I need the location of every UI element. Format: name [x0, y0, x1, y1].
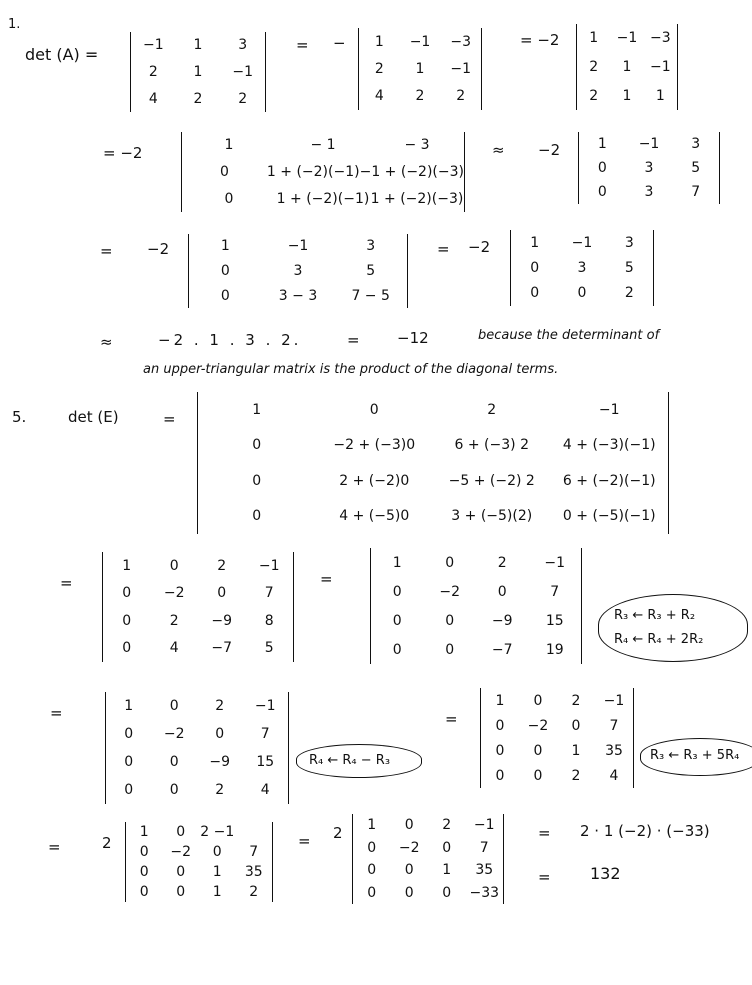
matrix-cell: 1	[597, 136, 607, 152]
matrix-row	[106, 754, 288, 770]
matrix-cell: 0	[220, 287, 230, 304]
matrix-row	[353, 885, 503, 901]
matrix-cell: 3	[644, 160, 654, 176]
matrix-cell: 1	[124, 698, 134, 714]
matrix-cell: 5	[264, 640, 274, 657]
matrix-row	[481, 743, 633, 759]
matrix-cell: 7	[264, 585, 274, 602]
coefficient-2b: 2	[333, 824, 343, 842]
matrix-cell: 0	[442, 839, 452, 856]
matrix-cell: −9	[211, 612, 233, 629]
approx-result: ≈	[100, 333, 113, 351]
matrix-cell: 8	[264, 612, 274, 629]
matrix-cell: 0	[392, 612, 402, 629]
matrix-cell: 4	[260, 782, 270, 798]
matrix-cell: −2	[527, 717, 549, 734]
row-op-1a: R₃ ← R₃ + R₂	[614, 608, 696, 623]
matrix-cell: 0	[404, 862, 414, 879]
matrix-cell: 2 + (−2)0	[339, 472, 410, 489]
matrix-row	[359, 88, 481, 104]
matrix-cell: 0	[392, 641, 402, 658]
matrix-row	[579, 136, 719, 152]
matrix-cell: 0	[124, 782, 134, 798]
matrix-5-step4	[480, 688, 634, 788]
matrix-cell: 2	[442, 817, 452, 834]
matrix-cell: 0	[530, 285, 540, 302]
matrix-cell: 2	[238, 90, 248, 107]
matrix-cell: 0	[122, 585, 132, 602]
matrix-cell: 0	[176, 824, 186, 840]
matrix-cell: 0	[252, 437, 262, 454]
matrix-cell: −9	[491, 612, 513, 629]
matrix-cell	[236, 824, 273, 840]
matrix-row	[481, 693, 633, 709]
problem-1-number: 1.	[8, 17, 21, 32]
equals-det-e: =	[163, 410, 176, 428]
matrix-cell: 4 + (−5)0	[339, 508, 410, 525]
matrix-cell: −1	[409, 33, 431, 50]
matrix-cell: −2	[398, 839, 420, 856]
matrix-row	[198, 473, 668, 489]
matrix-cell: 1 + (−2)(−1)	[276, 190, 370, 207]
matrix-cell: −1	[598, 401, 620, 418]
matrix-cell: 0	[124, 726, 134, 742]
matrix-row	[577, 30, 677, 46]
matrix-cell: 2	[217, 557, 227, 574]
matrix-row	[103, 585, 293, 601]
matrix-cell: 2	[487, 401, 497, 418]
matrix-cell: 1	[442, 862, 452, 879]
matrix-cell: 0	[124, 754, 134, 770]
matrix-cell: 7	[691, 184, 701, 200]
matrix-cell: −1	[450, 61, 471, 77]
matrix-row	[481, 768, 633, 784]
matrix-cell: − 1	[310, 137, 336, 154]
equals-row3: =	[100, 242, 113, 260]
matrix-cell: 2	[571, 767, 581, 784]
matrix-cell: −3	[650, 30, 671, 47]
matrix-row	[371, 642, 581, 658]
matrix-cell: −3	[450, 33, 471, 50]
equals-5f: =	[298, 832, 311, 850]
matrix-cell: 0	[530, 260, 540, 276]
matrix-row-swapped	[358, 28, 482, 110]
matrix-cell: −1	[473, 817, 495, 834]
matrix-cell: 1 + (−2)(−3)	[370, 190, 464, 207]
diagonal-product: −2 . 1 . 3 . 2.	[158, 331, 302, 349]
matrix-row	[126, 884, 272, 900]
matrix-upper-triangular	[510, 230, 654, 306]
matrix-row	[189, 238, 407, 254]
matrix-row	[359, 61, 481, 77]
matrix-cell: −5 + (−2) 2	[448, 472, 535, 489]
matrix-row	[189, 263, 407, 279]
matrix-cell: 5	[624, 260, 634, 276]
matrix-row	[182, 164, 464, 180]
matrix-cell: 0	[122, 612, 132, 629]
matrix-row	[103, 613, 293, 629]
matrix-cell: −1	[571, 234, 593, 251]
matrix-cell: 0	[169, 557, 179, 574]
equals-5a: =	[60, 574, 73, 592]
matrix-e-elimination	[197, 392, 669, 534]
matrix-cell: −7	[491, 641, 513, 658]
neg2-coef-row3: −2	[147, 240, 170, 258]
det-e-label: det (E)	[68, 408, 119, 426]
matrix-elimination-step	[181, 132, 465, 212]
matrix-row	[106, 698, 288, 714]
matrix-cell: 0	[220, 164, 229, 180]
matrix-cell: 4 + (−3)(−1)	[562, 437, 656, 454]
matrix-row	[182, 191, 464, 207]
matrix-row	[353, 840, 503, 856]
matrix-row	[126, 824, 272, 840]
matrix-cell: −2	[163, 585, 185, 602]
matrix-cell: 0	[445, 612, 455, 629]
coefficient-2a: 2	[102, 834, 112, 852]
matrix-cell: 1	[193, 37, 203, 54]
matrix-cell: 2 −1	[200, 824, 235, 840]
matrix-cell: 0	[215, 726, 225, 742]
matrix-cell: 0	[176, 884, 186, 900]
matrix-cell: 0	[442, 884, 452, 901]
matrix-row	[103, 640, 293, 656]
matrix-cell: 1	[212, 884, 222, 900]
matrix-cell: 1 + (−2)(−1)	[266, 164, 360, 180]
matrix-5-step5	[125, 822, 273, 902]
matrix-cell: 0	[533, 767, 543, 784]
matrix-cell: 3	[624, 234, 634, 251]
matrix-row	[511, 235, 653, 251]
matrix-reduced	[578, 132, 720, 204]
matrix-cell: −1	[287, 238, 309, 255]
matrix-row	[359, 34, 481, 50]
matrix-row	[182, 137, 464, 153]
matrix-cell: 0	[533, 742, 543, 759]
matrix-a	[130, 32, 266, 112]
matrix-cell: 1	[415, 61, 425, 77]
matrix-cell: 0 + (−5)(−1)	[562, 508, 656, 525]
matrix-cell: 0	[445, 554, 455, 571]
matrix-cell: −9	[209, 754, 231, 770]
matrix-cell: − 3	[404, 137, 430, 154]
matrix-cell: 3	[366, 238, 376, 255]
matrix-row	[371, 555, 581, 571]
matrix-step-row3	[188, 234, 408, 308]
matrix-cell: 0	[392, 583, 402, 600]
row-op-2: R₄ ← R₄ − R₃	[309, 753, 391, 768]
matrix-row	[481, 718, 633, 734]
matrix-cell: 7	[260, 726, 270, 742]
matrix-cell: 4	[609, 767, 619, 784]
matrix-cell: 0	[139, 884, 149, 900]
matrix-cell: 1	[495, 692, 505, 709]
matrix-cell: 0	[597, 184, 607, 200]
matrix-cell: 2	[169, 612, 179, 629]
problem-5-number: 5.	[12, 408, 27, 426]
matrix-cell: 2	[215, 782, 225, 798]
matrix-row	[131, 91, 265, 107]
matrix-row	[131, 64, 265, 80]
matrix-cell: 1	[655, 87, 665, 104]
matrix-cell: 2	[497, 554, 507, 571]
result-value: −12	[397, 329, 429, 347]
matrix-row	[353, 817, 503, 833]
matrix-cell: 0	[224, 190, 234, 207]
equals-5g: =	[538, 824, 551, 842]
equals-5b: =	[320, 570, 333, 588]
matrix-cell: 3	[238, 37, 248, 54]
matrix-cell: 4	[169, 640, 179, 657]
matrix-cell: 1	[139, 824, 149, 840]
equals-5c: =	[50, 704, 63, 722]
matrix-row	[126, 844, 272, 860]
matrix-cell: 7 − 5	[351, 287, 390, 304]
matrix-cell: 0	[571, 717, 581, 734]
matrix-row	[198, 402, 668, 418]
matrix-cell: 0	[497, 583, 507, 600]
matrix-cell: 1	[392, 554, 402, 571]
matrix-cell: 4	[374, 88, 384, 105]
matrix-cell: 7	[249, 844, 259, 860]
explanation-line-1: because the determinant of	[478, 328, 660, 343]
matrix-cell: 0	[404, 817, 414, 834]
matrix-cell: 5	[366, 263, 376, 279]
matrix-cell: 0	[369, 401, 379, 418]
matrix-cell: −1	[603, 692, 625, 709]
matrix-cell: 0	[212, 844, 222, 860]
matrix-cell: 2	[571, 692, 581, 709]
matrix-cell: 0	[495, 742, 505, 759]
matrix-row	[371, 613, 581, 629]
matrix-cell: 2	[456, 88, 466, 105]
matrix-row	[577, 59, 677, 75]
matrix-cell: −2	[163, 726, 185, 742]
matrix-cell: 0	[367, 862, 377, 879]
matrix-row	[511, 260, 653, 276]
matrix-cell: −1	[258, 557, 280, 574]
matrix-5-final	[352, 814, 504, 904]
matrix-cell: 2	[589, 87, 599, 104]
matrix-5-step1	[102, 552, 294, 662]
matrix-cell: 0	[495, 767, 505, 784]
matrix-cell: 1	[571, 742, 581, 759]
final-answer: 132	[590, 864, 621, 883]
matrix-cell: −1	[232, 64, 253, 80]
matrix-cell: 6 + (−2)(−1)	[562, 472, 656, 489]
matrix-cell: 2	[624, 285, 634, 302]
matrix-cell: 0	[577, 285, 587, 302]
matrix-cell: 35	[605, 742, 623, 759]
matrix-cell: 3	[644, 184, 654, 200]
matrix-cell: −1	[544, 554, 566, 571]
product-equals: =	[347, 331, 360, 349]
matrix-cell: 1	[122, 557, 132, 574]
matrix-factored	[576, 24, 678, 110]
matrix-cell: 7	[609, 717, 619, 734]
matrix-cell: −2	[439, 583, 461, 600]
matrix-cell: 0	[367, 884, 377, 901]
matrix-cell: 1	[252, 401, 262, 418]
neg2-coef: −2	[538, 141, 561, 159]
matrix-row	[511, 285, 653, 301]
matrix-row	[106, 726, 288, 742]
matrix-cell: −1	[143, 37, 164, 54]
matrix-row	[198, 508, 668, 524]
matrix-row	[189, 288, 407, 304]
matrix-cell: 0	[495, 717, 505, 734]
product-expression: 2 · 1 (−2) · (−33)	[580, 822, 710, 840]
matrix-cell: 7	[479, 839, 489, 856]
matrix-cell: 7	[550, 583, 560, 600]
matrix-row	[579, 184, 719, 200]
matrix-cell: 3 − 3	[278, 287, 318, 304]
matrix-cell: 4	[148, 90, 158, 107]
matrix-5-step3	[105, 692, 289, 804]
matrix-cell: 15	[256, 754, 275, 770]
matrix-cell: 0	[597, 160, 607, 176]
matrix-row	[198, 437, 668, 453]
matrix-cell: 15	[545, 612, 564, 629]
matrix-row	[103, 558, 293, 574]
matrix-row	[371, 584, 581, 600]
matrix-cell: 0	[169, 754, 179, 770]
matrix-row	[131, 37, 265, 53]
matrix-cell: −1	[650, 59, 671, 75]
matrix-row	[106, 782, 288, 798]
matrix-cell: 3 + (−5)(2)	[451, 508, 533, 525]
equals-row3b: =	[437, 240, 450, 258]
matrix-cell: −1	[616, 30, 638, 47]
matrix-cell: 0	[533, 692, 543, 709]
det-a-label: det (A) =	[25, 45, 99, 64]
matrix-cell: 2	[374, 61, 384, 77]
matrix-5-step2	[370, 548, 582, 664]
approx-sign: ≈	[492, 141, 505, 159]
matrix-cell: 2	[148, 64, 158, 80]
matrix-cell: 0	[139, 844, 149, 860]
equals-neg2-row2: = −2	[103, 144, 143, 162]
matrix-cell: 1	[220, 238, 230, 255]
negative-sign: −	[333, 34, 346, 52]
matrix-cell: 1	[193, 64, 203, 80]
matrix-cell: 1	[212, 864, 222, 880]
matrix-cell: 2	[215, 698, 225, 714]
equals-5e: =	[48, 838, 61, 856]
matrix-cell: 0	[252, 508, 262, 525]
matrix-cell: 0	[169, 782, 179, 798]
matrix-row	[126, 864, 272, 880]
matrix-cell: 1	[589, 30, 599, 47]
matrix-cell: 1	[622, 87, 632, 104]
matrix-cell: 0	[252, 472, 262, 489]
matrix-row	[353, 862, 503, 878]
matrix-cell: 1	[367, 817, 377, 834]
matrix-cell: 2	[415, 88, 425, 105]
equals-sign: =	[296, 36, 309, 54]
matrix-cell: −1	[638, 136, 660, 152]
matrix-cell: 0	[176, 864, 186, 880]
equals-5d: =	[445, 710, 458, 728]
matrix-row	[579, 160, 719, 176]
matrix-cell: 2	[589, 59, 599, 75]
neg2-coef-row3b: −2	[468, 238, 491, 256]
matrix-cell: 1	[224, 137, 234, 154]
matrix-cell: 2	[249, 884, 259, 900]
matrix-cell: 0	[445, 641, 455, 658]
row-op-3: R₃ ← R₃ + 5R₄	[650, 748, 740, 763]
matrix-cell: 0	[169, 698, 179, 714]
matrix-cell: 3	[691, 136, 701, 152]
matrix-cell: −2 + (−3)0	[333, 437, 416, 454]
matrix-cell: 6 + (−3) 2	[454, 437, 529, 454]
matrix-cell: 35	[475, 862, 494, 879]
row-op-annotation-1	[598, 594, 748, 662]
matrix-cell: 35	[244, 864, 263, 880]
matrix-cell: −1	[254, 698, 276, 714]
matrix-cell: 1	[622, 59, 632, 75]
matrix-cell: 0	[404, 884, 414, 901]
matrix-cell: 0	[217, 585, 227, 602]
matrix-cell: 0	[367, 839, 377, 856]
matrix-row	[577, 88, 677, 104]
equals-5h: =	[538, 868, 551, 886]
row-op-1b: R₄ ← R₄ + 2R₂	[614, 632, 704, 647]
matrix-cell: 3	[293, 263, 303, 279]
matrix-cell: 2	[193, 90, 203, 107]
matrix-cell: 19	[545, 641, 564, 658]
equals-neg2: = −2	[520, 31, 560, 49]
matrix-cell: 1	[530, 234, 540, 251]
matrix-cell: −2	[170, 844, 192, 860]
matrix-cell: −7	[211, 640, 233, 657]
matrix-cell: 0	[220, 263, 230, 279]
matrix-cell: 5	[691, 160, 701, 176]
matrix-cell: −1 + (−2)(−3)	[359, 164, 464, 180]
matrix-cell: 0	[139, 864, 149, 880]
matrix-cell: 3	[577, 260, 587, 276]
matrix-cell: 0	[122, 640, 132, 657]
explanation-line-2: an upper-triangular matrix is the product of the diagonal terms.	[143, 362, 559, 377]
matrix-cell: −33	[469, 884, 500, 901]
matrix-cell: 1	[374, 33, 384, 50]
